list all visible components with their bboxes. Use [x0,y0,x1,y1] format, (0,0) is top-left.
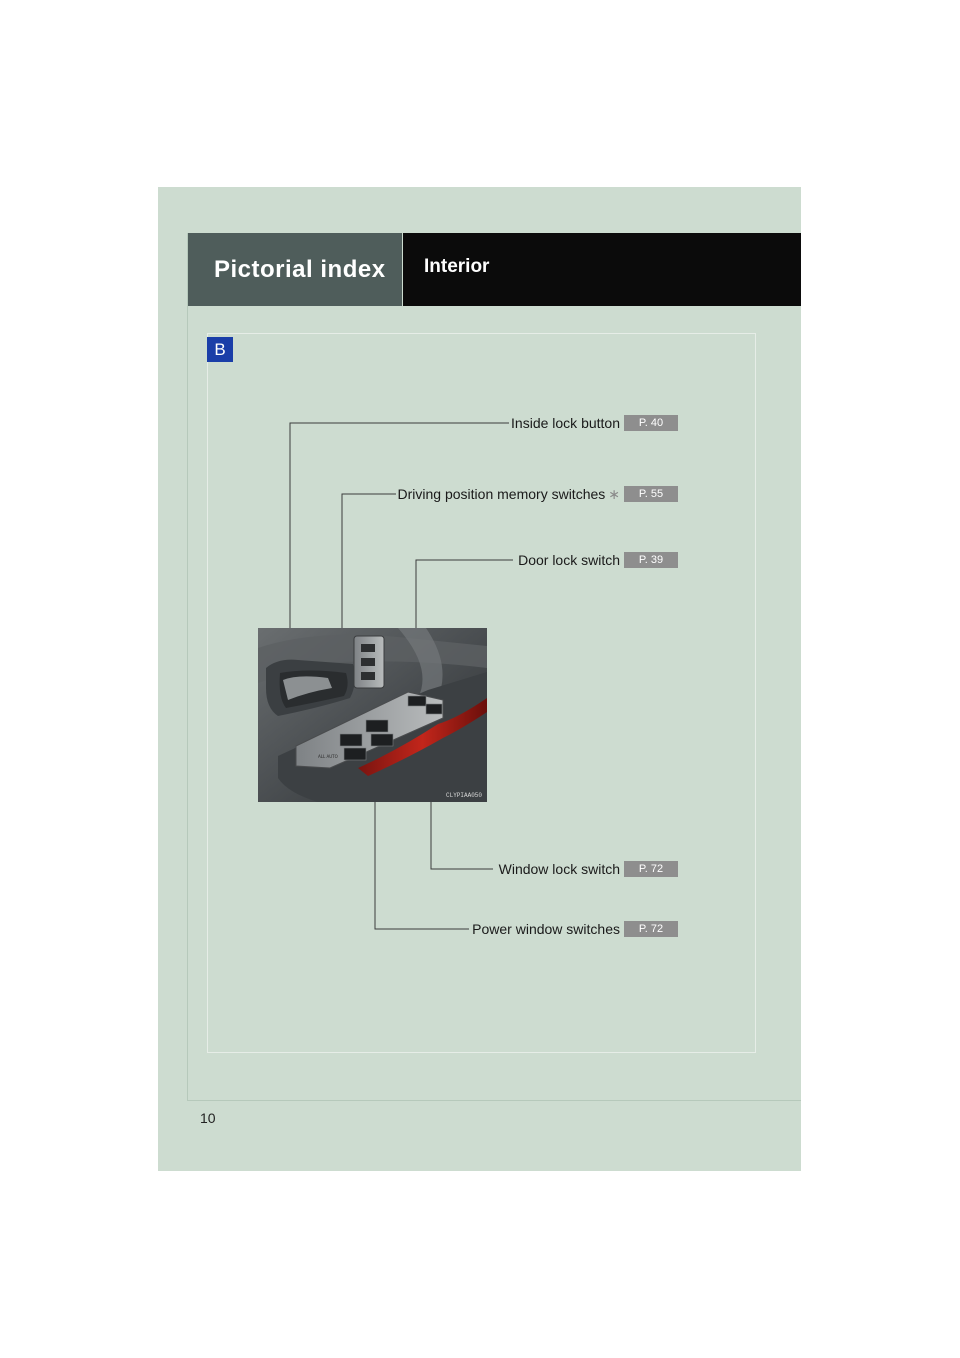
page-ref-inside-lock-button[interactable]: P. 40 [624,415,678,431]
page-ref-power-window-switches[interactable]: P. 72 [624,921,678,937]
page-number: 10 [200,1110,216,1126]
callout-door-lock-switch: Door lock switch [518,552,620,568]
callout-power-window-switches: Power window switches [472,921,620,937]
page-ref-memory-switches[interactable]: P. 55 [624,486,678,502]
callout-window-lock-switch: Window lock switch [498,861,620,877]
callout-memory-switches [398,486,620,502]
page-ref-window-lock-switch[interactable]: P. 72 [624,861,678,877]
asterisk-note-icon: ∗ [608,486,620,502]
section-title: Pictorial index [188,233,402,306]
switch-label-text: ALL AUTO [318,754,338,759]
page-ref-door-lock-switch[interactable]: P. 39 [624,552,678,568]
door-panel-photo [258,628,487,802]
image-code: CLYPIAA050 [446,792,483,799]
section-badge: B [207,337,233,362]
callout-memory-switches-text: Driving position memory switches [397,486,606,502]
callout-inside-lock-button: Inside lock button [511,415,620,431]
subsection-title: Interior [424,256,490,277]
